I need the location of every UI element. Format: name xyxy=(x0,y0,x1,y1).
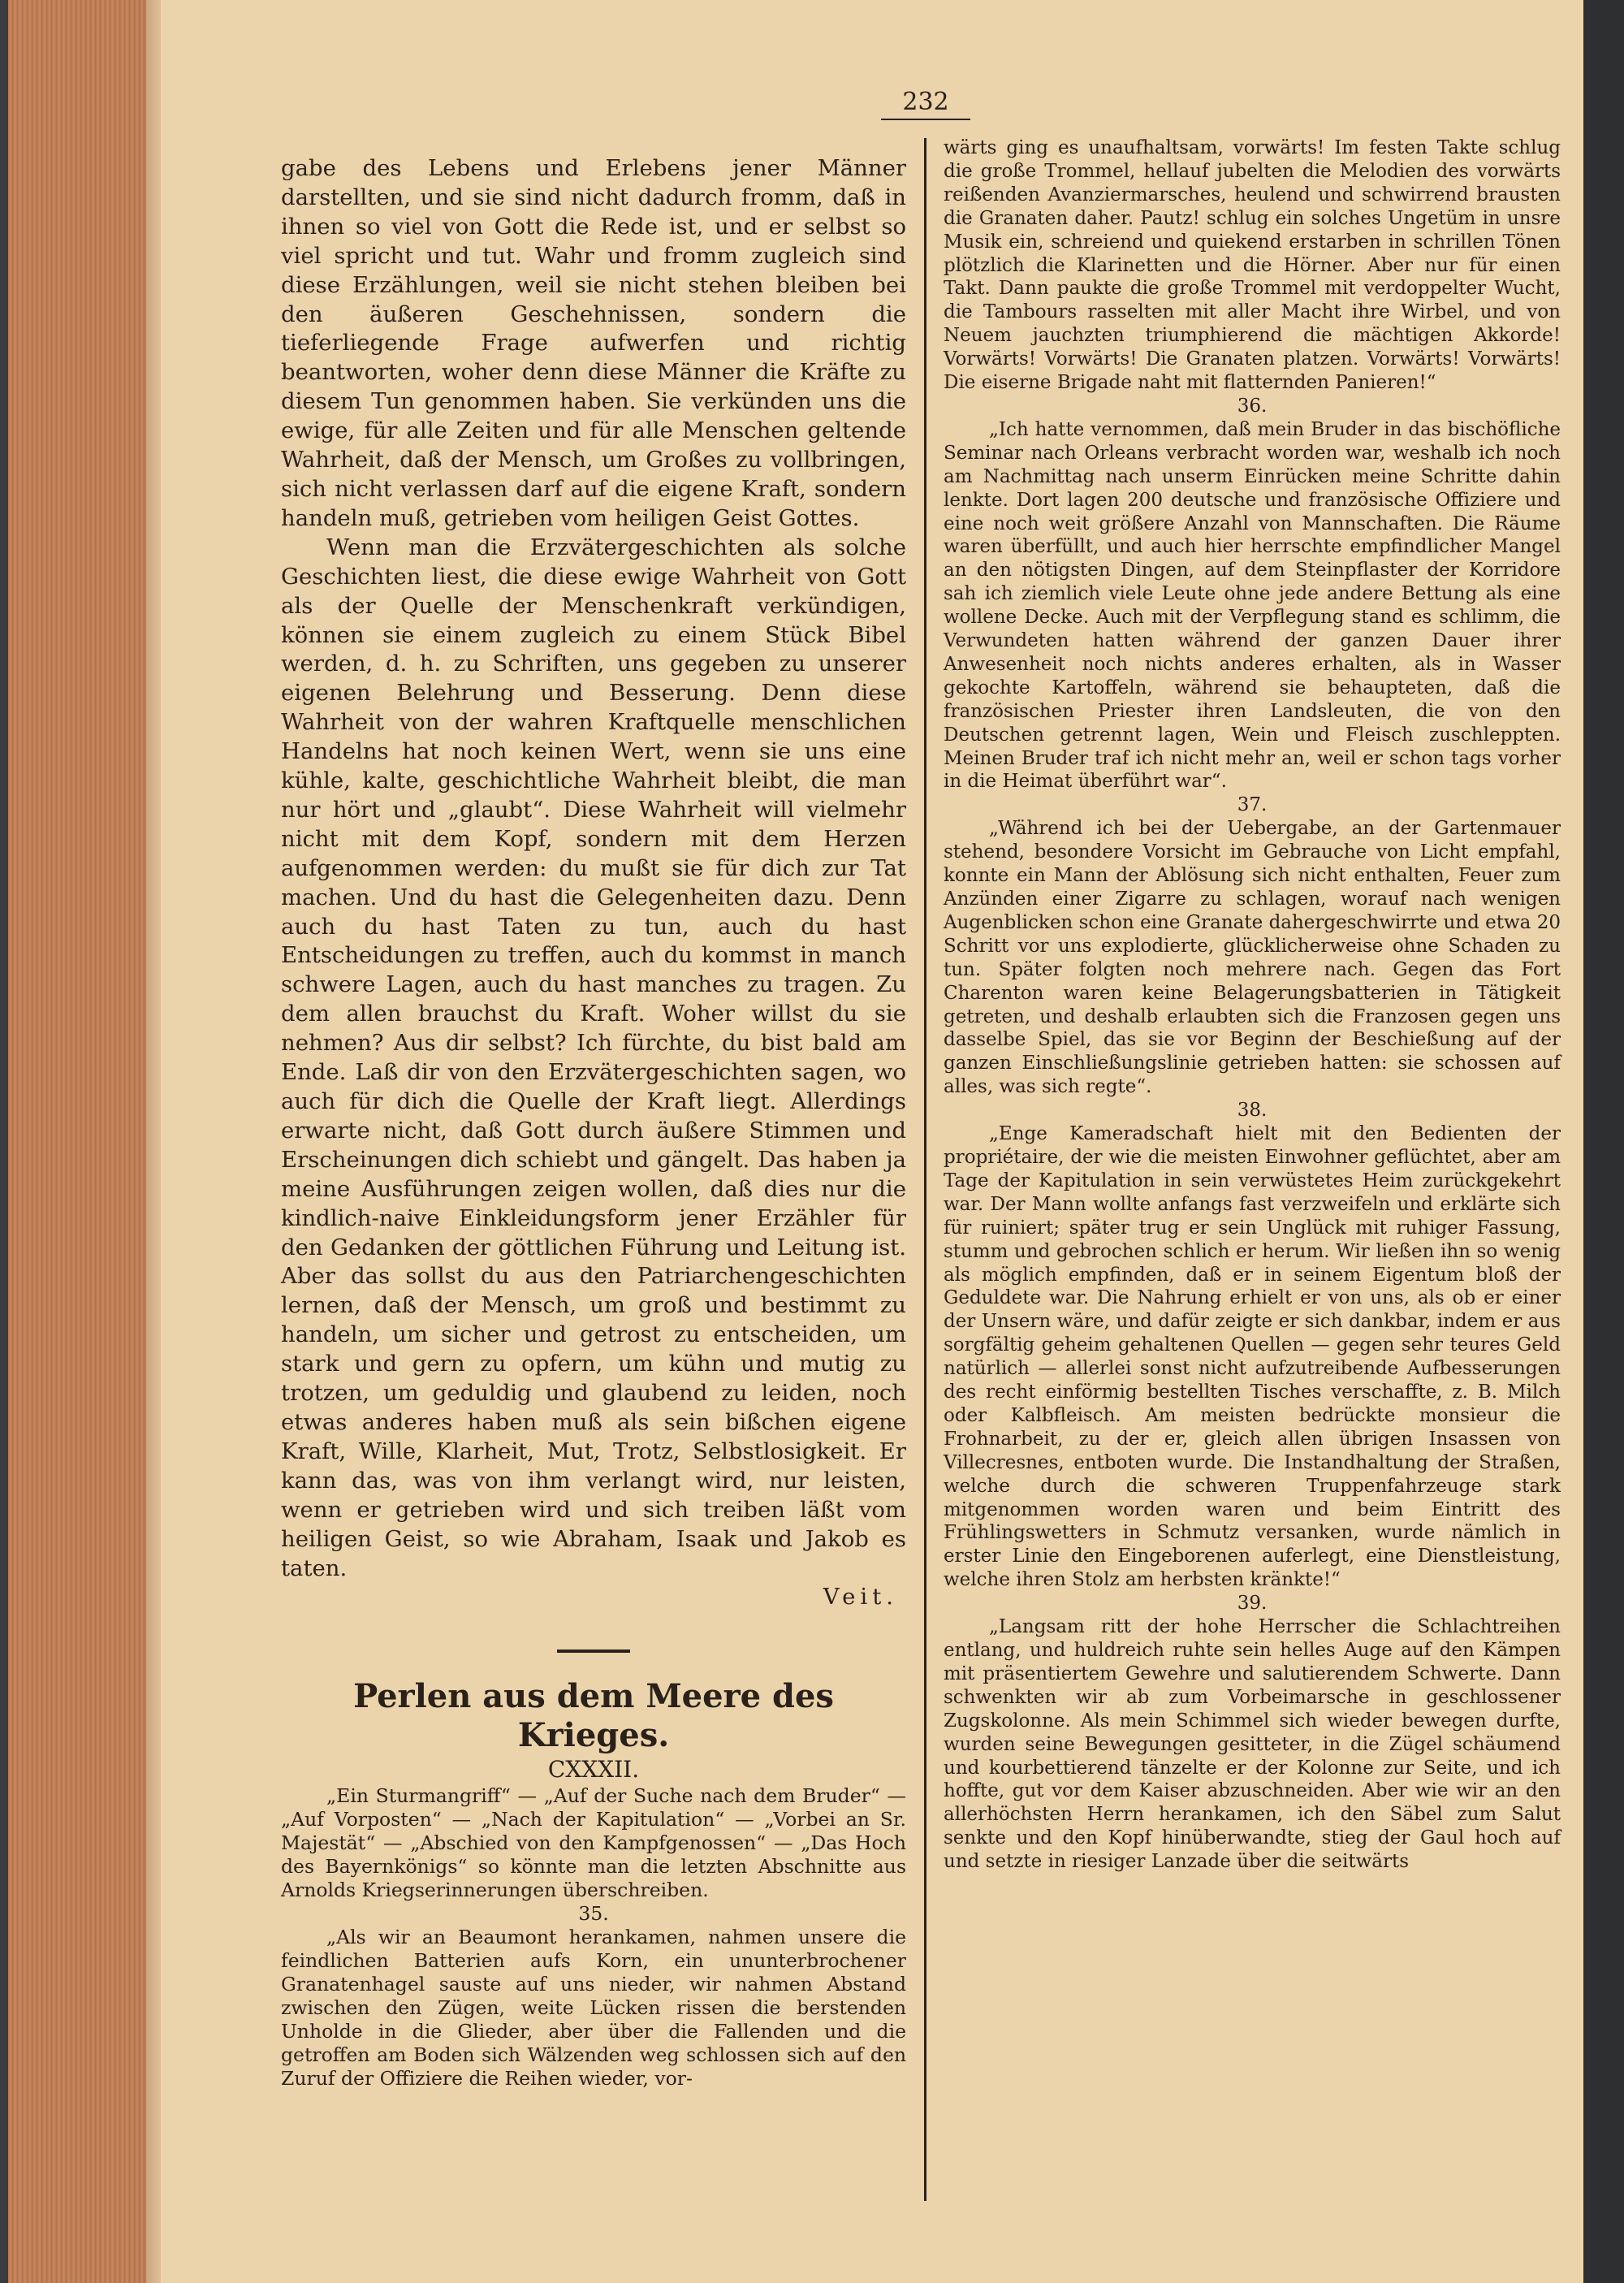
page-number: 232 xyxy=(881,88,970,120)
right-column xyxy=(944,136,1561,1874)
paragraph: „Während ich bei der Uebergabe, an der Gartenmauer stehend, besondere Vorsicht im Gebrauche von Licht empfahl, konnte ein Mann der Ablösung sich nicht enthalten, Feuer zum Anzünden einer Zigarre zu schlagen, worauf nach wenigen Augenblicken schon eine Granate dahergeschwirrte und etwa 20 Schritt vor uns explodierte, glücklicherweise ohne Schaden zu tun. Später folgten noch mehrere nach. Gegen das Fort Charenton waren keine Belagerungsbatterien in Tätigkeit getreten, und deshalb erlaubten sich die Franzosen gegen uns dasselbe Spiel, das sie vor Beginn der Beschießung auf der ganzen Einschließungslinie getrieben hatten: sie schossen auf alles, was sich regte“. xyxy=(944,818,1561,1098)
entry-number: 38. xyxy=(1237,1100,1268,1122)
paragraph: „Langsam ritt der hohe Herrscher die Schlachtreihen entlang, und huldreich ruhte sein helles Auge auf den Kämpen mit präsentiertem Gewehre und salutierendem Schwerte. Dann schwenkten wir ab zum Vorbeimarsche in geschlossener Zugskolonne. Als mein Schimmel sich wieder bewegen durfte, wurden seine Bewegungen gesitteter, in die Zügel schäumend und kourbettierend tänzelte er der Kolonne zur Seite, und ich hoffte, gut vor dem Kaiser abzuschneiden. Aber wie wir an den allerhöchsten Herrn herankamen, ich den Säbel zum Salut senkte und den Kopf hinüberwandte, stieg der Gaul hoch auf und setzte in riesiger Lanzade über die seitwärts xyxy=(944,1616,1561,1873)
section-headline: Perlen aus dem Meere des Krieges. xyxy=(353,1677,834,1755)
page-gutter xyxy=(146,0,162,2283)
book-page-edges xyxy=(8,0,148,2283)
entry-number: 37. xyxy=(1237,794,1268,816)
paragraph: „Ich hatte vernommen, daß mein Bruder in das bischöfliche Seminar nach Orleans verbracht worden war, weshalb ich noch am Nachmittag nach unserm Einrücken meine Schritte dahin lenkte. Dort lagen 200 deutsche und französische Offiziere und eine noch weit größere Anzahl von Mannschaften. Die Räume waren überfüllt, und auch hier herrschte empfindlicher Mangel an den nötigsten Dingen, auf dem Steinpflaster der Korridore sah ich ziemlich viele Leute ohne jede andere Bettung als eine wollene Decke. Auch mit der Verpflegung stand es schlimm, die Verwundeten hatten während der ganzen Dauer ihrer Anwesenheit noch nichts anderes erhalten, als in Wasser gekochte Kartoffeln, während sie behaupteten, daß die französischen Priester ihren Landsleuten, die von den Deutschen getrennt lagen, Wein und Fleisch zuschleppten. Meinen Bruder traf ich nicht mehr an, weil er schon tags vorher in die Heimat überführt war“. xyxy=(944,418,1561,793)
paragraph: „Als wir an Beaumont herankamen, nahmen unsere die feindlichen Batterien aufs Korn, ein ununterbrochener Granatenhagel sauste auf uns nieder, wir nahmen Abstand zwischen den Zügen, weite Lücken rissen die berstenden Unholde in die Glieder, aber über die Fallenden und die getroffen am Boden sich Wälzenden weg schlossen sich auf den Zuruf der Offiziere die Reihen wieder, vor- xyxy=(281,1926,906,2091)
entry-number: 35. xyxy=(578,1902,609,1926)
author-signature: Veit. xyxy=(823,1584,898,1611)
section-rule xyxy=(557,1650,630,1653)
column-divider xyxy=(924,138,926,2201)
intro-paragraph: „Ein Sturmangriff“ — „Auf der Suche nach dem Bruder“ — „Auf Vorposten“ — „Nach der Kapitulation“ — „Vorbei an Sr. Majestät“ — „Abschied von den Kampfgenossen“ — „Das Hoch des Bayernkönigs“ so könnte man die letzten Abschnitte aus Arnolds Kriegserinnerungen überschreiben. xyxy=(281,1784,906,1902)
paragraph: „Enge Kameradschaft hielt mit den Bedienten der propriétaire, der wie die meisten Einwohner geflüchtet, aber am Tage der Kapitulation in sein verwüstetes Heim zurückgekehrt war. Der Mann wollte anfangs fast verzweifeln und erklärte sich für ruiniert; später trug er sein Unglück mit ruhiger Fassung, stumm und gebrochen schlich er herum. Wir ließen ihn so wenig als möglich empfinden, daß er in seinem Eigentum bloß der Geduldete war. Die Nahrung erhielt er von uns, als ob er einer der Unsern wäre, und dafür zeigte er sich dankbar, indem er aus sorgfältig geheim gehaltenen Quellen — gegen sehr teures Geld natürlich — allerlei sonst nicht aufzutreibende Aufbesserungen des recht einförmig bestellten Tisches verschaffte, z. B. Milch oder Kalbfleisch. Am meisten bedrückte monsieur die Frohnarbeit, zu der er, gleich allen übrigen Insassen von Villecresnes, entboten wurde. Die Instandhaltung der Straßen, welche durch die schweren Truppenfahrzeuge stark mitgenommen worden waren und beim Eintritt des Frühlingswetters in Schmutz versanken, wurde nämlich in erster Linie den Eingeborenen auferlegt, eine Dienstleistung, welche ihren Stolz am herbsten kränkte!“ xyxy=(944,1123,1561,1591)
entry-number: 36. xyxy=(1237,395,1268,417)
paragraph: gabe des Lebens und Erlebens jener Männer darstellten, und sie sind nicht dadurch fromm, daß in ihnen so viel von Gott die Rede ist, und er selbst so viel spricht und tut. Wahr und fromm zugleich sind diese Erzählungen, weil sie nicht stehen bleiben bei den äußeren Geschehnissen, sondern die tieferliegende Frage aufwerfen und richtig beantworten, woher denn diese Männer die Kräfte zu diesem Tun genommen haben. Sie verkünden uns die ewige, für alle Zeiten und für alle Menschen geltende Wahrheit, daß der Mensch, um Großes zu vollbringen, sich nicht verlassen darf auf die eigene Kraft, sondern handeln muß, getrieben vom heiligen Geist Gottes. xyxy=(281,155,906,531)
left-column xyxy=(281,154,906,2091)
paragraph: Wenn man die Erzvätergeschichten als solche Geschichten liest, die diese ewige Wahrheit von Gott als der Quelle der Menschenkraft verkündigen, können sie einem zugleich zu einem Stück Bibel werden, d. h. zu Schriften, uns gegeben zu unserer eigenen Belehrung und Besserung. Denn diese Wahrheit von der wahren Kraftquelle menschlichen Handelns hat noch keinen Wert, wenn sie uns eine kühle, kalte, geschichtliche Wahrheit bleibt, die man nur hört und „glaubt“. Diese Wahrheit will vielmehr nicht mit dem Kopf, sondern mit dem Herzen aufgenommen werden: du mußt sie für dich zur Tat machen. Und du hast die Gelegenheiten dazu. Denn auch du hast Taten zu tun, auch du hast Entscheidungen zu treffen, auch du kommst in manch schwere Lagen, auch du hast manches zu tragen. Zu dem allen brauchst du Kraft. Woher willst du sie nehmen? Aus dir selbst? Ich fürchte, du bist bald am Ende. Laß dir von den Erzvätergeschichten sagen, wo auch für dich die Quelle der Kraft liegt. Allerdings erwarte nicht, daß Gott durch äußere Stimmen und Erscheinungen dich schiebt und gängelt. Das haben ja meine Ausführungen zeigen wollen, daß dies nur die kindlich-naive Einkleidungsform jener Erzähler für den Gedanken der göttlichen Führung und Leitung ist. Aber das sollst du aus den Patriarchengeschichten lernen, daß der Mensch, um groß und bestimmt zu handeln, um sicher und getrost zu entscheiden, um stark und gern zu opfern, um kühn und mutig zu trotzen, um geduldig und glaubend zu leiden, noch etwas anderes haben muß als sein bißchen eigene Kraft, Wille, Klarheit, Mut, Trotz, Selbstlosigkeit. Er kann das, was von ihm verlangt wird, nur leisten, wenn er getrieben wird und sich treiben läßt vom heiligen Geist, so wie Abraham, Isaak und Jakob es taten. xyxy=(281,534,906,1581)
section-number: CXXXII. xyxy=(547,1756,640,1784)
entry-number: 39. xyxy=(1237,1593,1268,1615)
background-right xyxy=(1583,0,1624,2283)
paragraph: wärts ging es unaufhaltsam, vorwärts! Im festen Takte schlug die große Trommel, hellauf jubelten die Melodien des vorwärts reißenden Avanziermarsches, heulend und schwirrend brausten die Granaten daher. Pautz! schlug ein solches Ungetüm in unsre Musik ein, schreiend und quiekend erstarben in schrillen Tönen plötzlich die Klarinetten und die Hörner. Aber nur für einen Takt. Dann paukte die große Trommel mit verdoppelter Wucht, die Tambours rasselten mit aller Macht ihre Wirbel, und von Neuem jauchzten triumphierend die mächtigen Akkorde! Vorwärts! Vorwärts! Die Granaten platzen. Vorwärts! Vorwärts! Die eiserne Brigade naht mit flatternden Panieren!“ xyxy=(944,137,1561,394)
